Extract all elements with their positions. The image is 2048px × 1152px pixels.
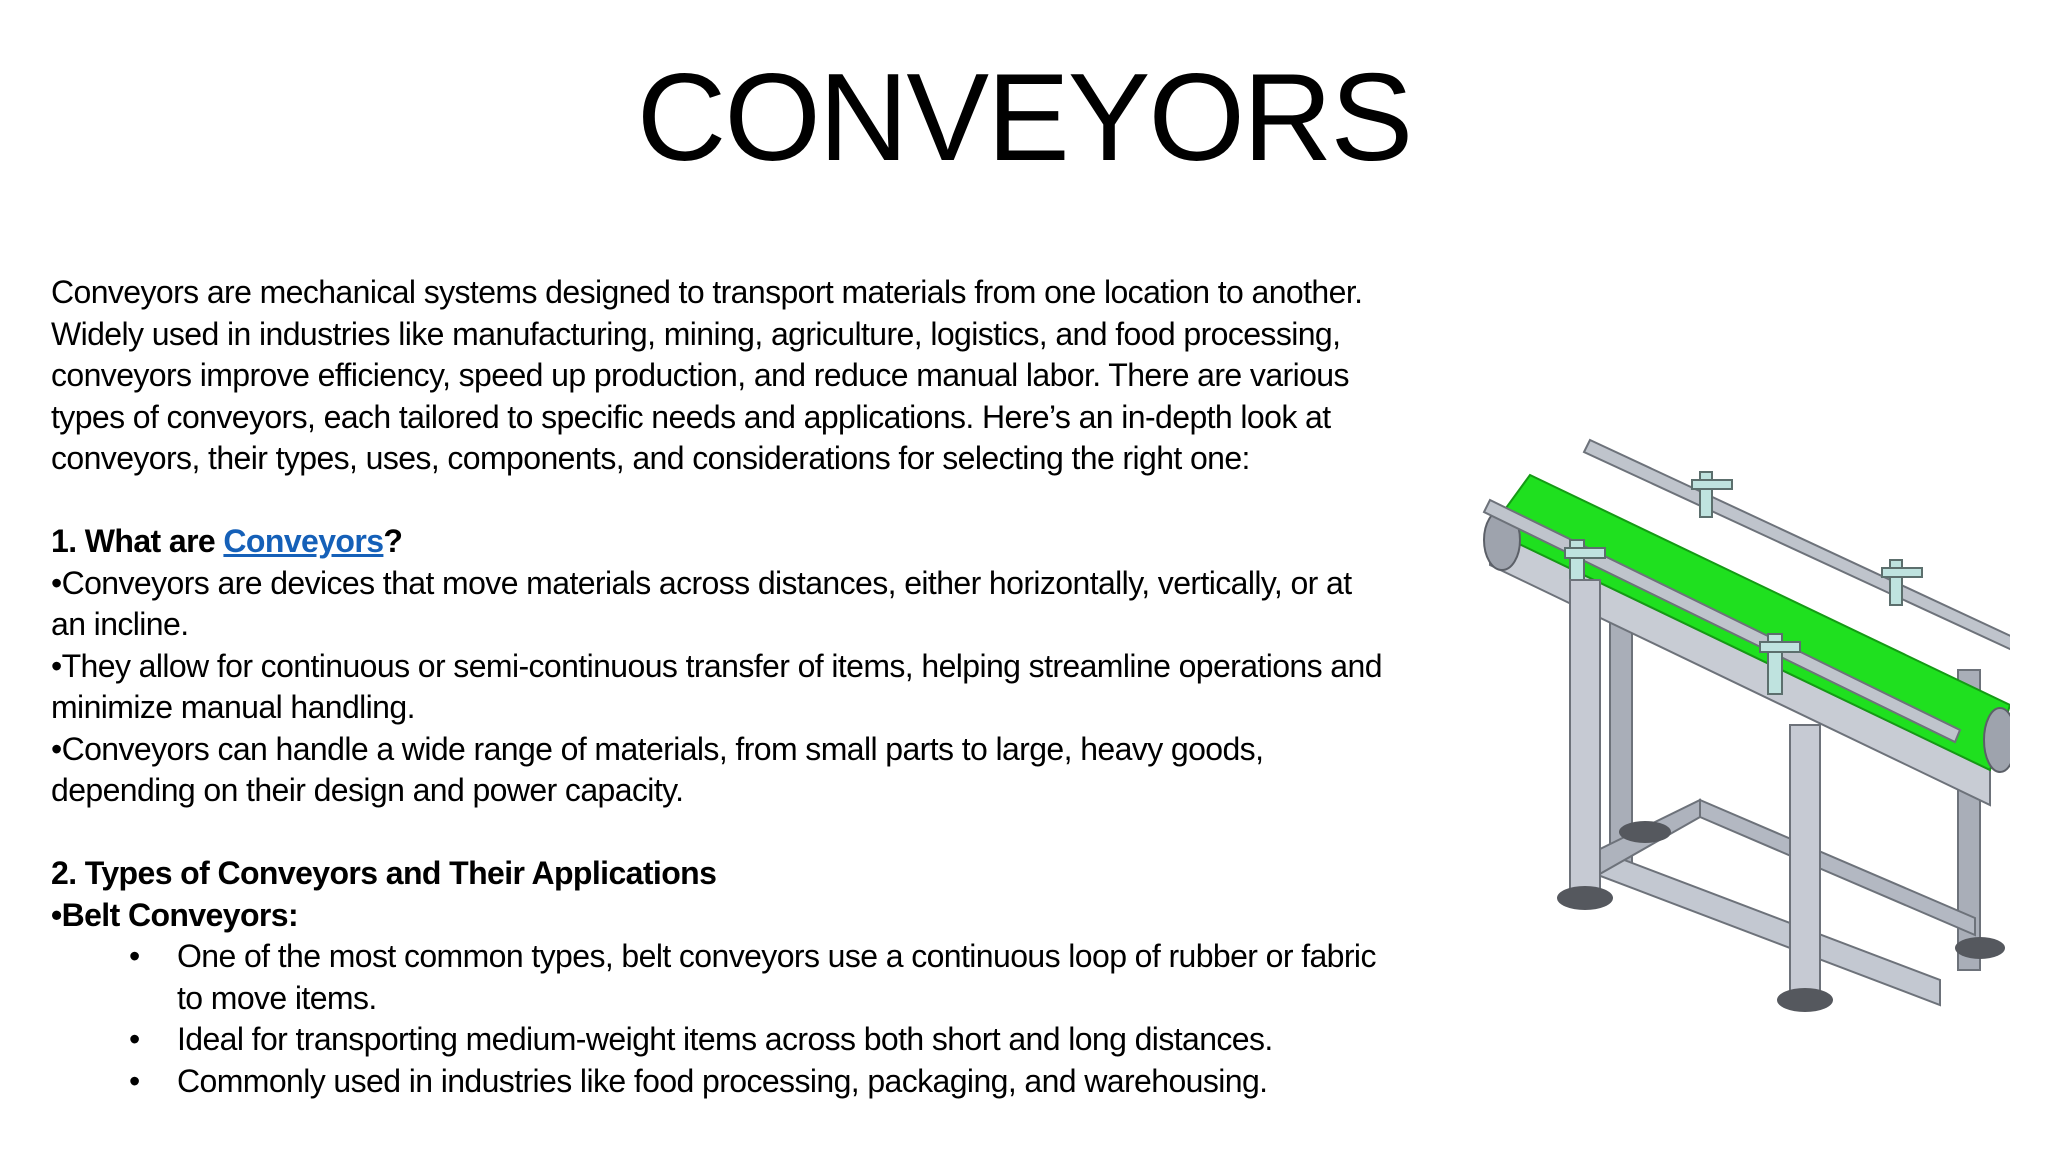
belt-conveyor-illustration-icon bbox=[1470, 420, 2010, 1030]
section-1-heading bbox=[51, 521, 1391, 563]
bullet-glyph: • bbox=[129, 1021, 140, 1057]
bullet-glyph: • bbox=[129, 938, 140, 974]
list-item bbox=[129, 1019, 1391, 1061]
section-1-heading-prefix: 1. What are bbox=[51, 523, 224, 559]
conveyors-link[interactable]: Conveyors bbox=[223, 523, 384, 559]
slide-body bbox=[51, 272, 1391, 1102]
section-1-bullet: •They allow for continuous or semi-continuous transfer of items, helping streamline operations and minimize manual handling. bbox=[51, 647, 1382, 725]
list-item bbox=[129, 1061, 1391, 1103]
section-1-bullet: •Conveyors can handle a wide range of materials, from small parts to large, heavy goods, depending on their design and power capacity. bbox=[51, 730, 1264, 808]
spacer bbox=[51, 812, 1391, 854]
list-item-text: One of the most common types, belt conveyors use a continuous loop of rubber or fabric to move items. bbox=[177, 938, 1376, 1016]
list-item-text: Ideal for transporting medium-weight items across both short and long distances. bbox=[177, 1021, 1273, 1057]
section-1-bullet: •Conveyors are devices that move materials across distances, either horizontally, vertically, or at an incline. bbox=[51, 564, 1352, 642]
list-item bbox=[129, 936, 1391, 1019]
bullet-glyph: • bbox=[129, 1062, 140, 1099]
list-item-text: Commonly used in industries like food processing, packaging, and warehousing. bbox=[177, 1062, 1268, 1099]
section-1-heading-suffix: ? bbox=[383, 523, 403, 559]
spacer bbox=[51, 480, 1391, 522]
slide-title: CONVEYORS bbox=[636, 49, 1412, 187]
belt-conveyors-list bbox=[51, 936, 1391, 1102]
intro-paragraph: Conveyors are mechanical systems designed to transport materials from one location to another. Widely used in industries like manufacturing, mining, agriculture, logistics, and food processing, conveyors improve efficiency, speed up production, and reduce manual labor. There are various types of conveyors, each tailored to specific needs and applications. Here’s an in-depth look at conveyors, their types, uses, components, and considerations for selecting the right one: bbox=[51, 274, 1363, 476]
belt-conveyors-subheading: •Belt Conveyors: bbox=[51, 896, 298, 933]
section-2-heading: 2. Types of Conveyors and Their Applications bbox=[51, 855, 717, 891]
